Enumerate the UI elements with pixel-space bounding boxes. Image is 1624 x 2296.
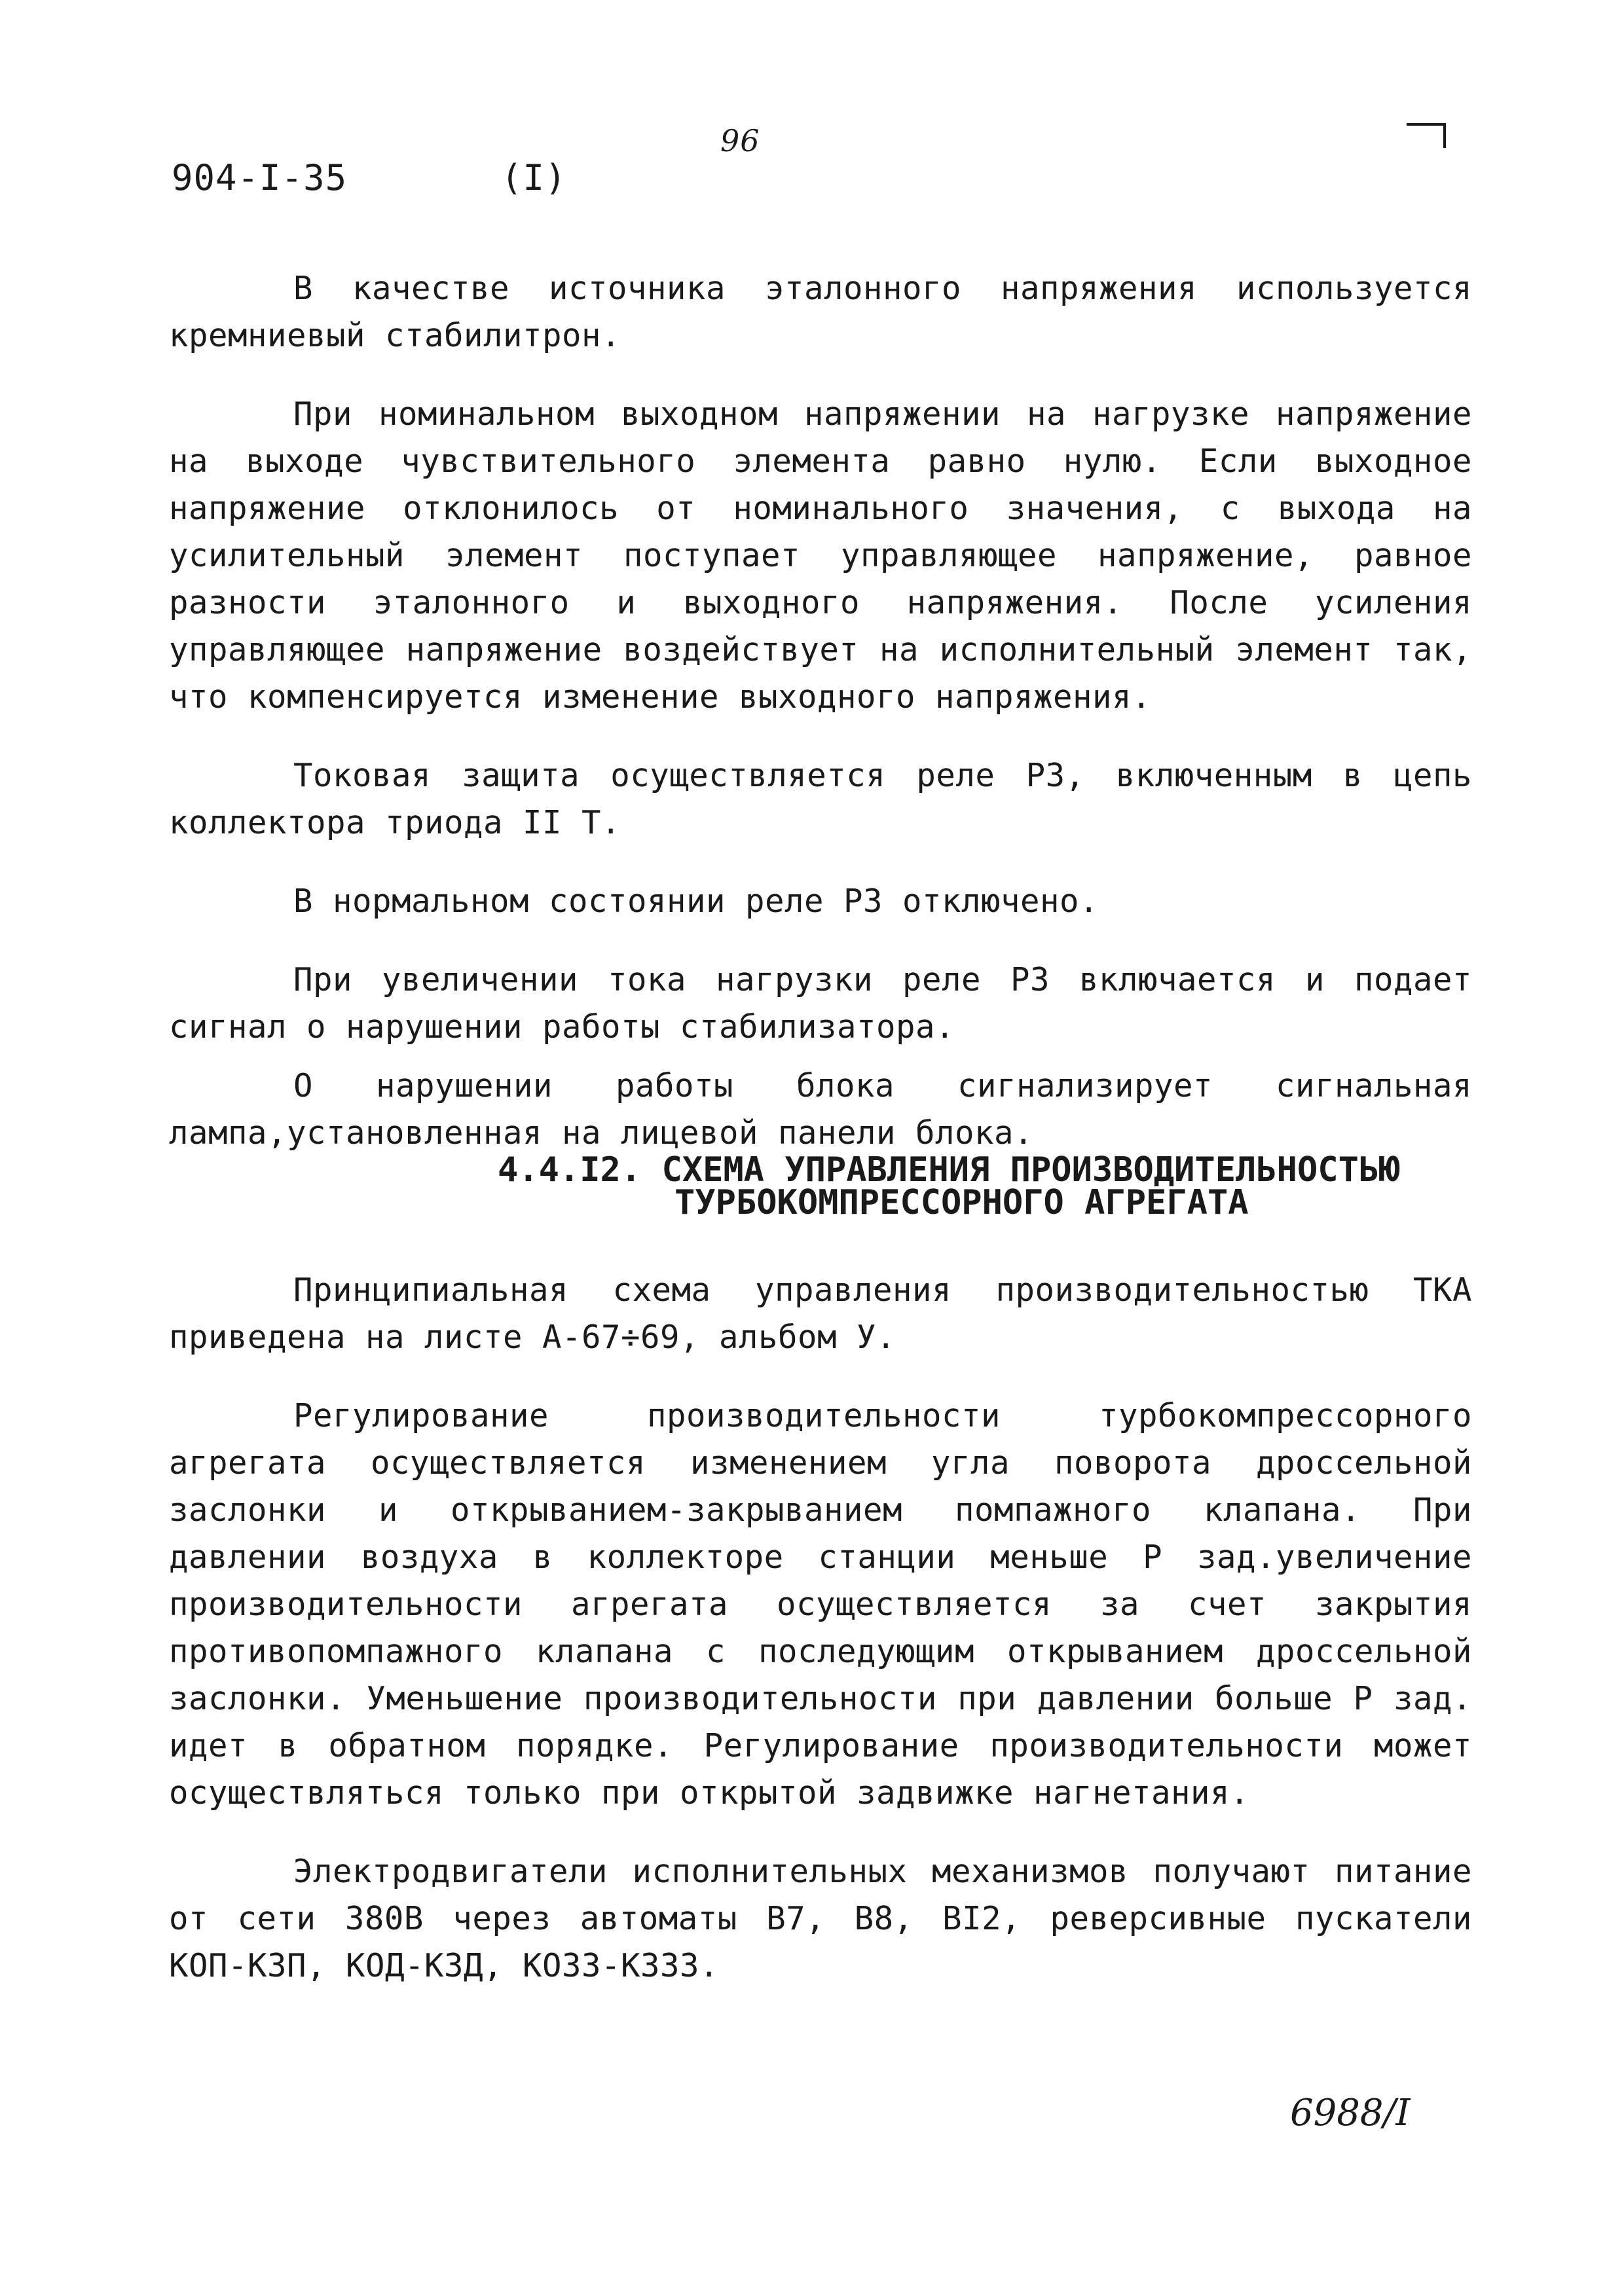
paragraph: В нормальном состоянии реле Р3 отключено. <box>293 883 1099 920</box>
paragraph: В качестве источника эталонного напряжения используется кремниевый стабилитрон. <box>169 270 1472 354</box>
section-heading <box>498 1150 1447 1222</box>
document-part: (I) <box>501 157 567 198</box>
paragraph: Электродвигатели исполнительных механизмов получают питание от сети 380В через автоматы В7, В8, ВI2, реверсивные пускатели КОП-КЗП, КОД-КЗД, КОЗЗ-КЗЗЗ. <box>169 1853 1472 1984</box>
heading-line-2: ТУРБОКОМПРЕССОРНОГО АГРЕГАТА <box>674 1183 1249 1222</box>
paragraph: При номинальном выходном напряжении на нагрузке напряжение на выходе чувствительного элемента равно нулю. Если выходное напряжение отклонилось от номинального значения, с выхода на усилительный элемент поступает управляющее напряжение, равное разности эталонного и выходного напряжения. После усиления управляющее напряжение воздействует на исполнительный элемент так, что компенсируется изменение выходного напряжения. <box>169 395 1472 716</box>
paragraph: При увеличении тока нагрузки реле Р3 включается и подает сигнал о нарушении работы стабилизатора. <box>169 961 1472 1046</box>
paragraph: Принципиальная схема управления производительностью ТКА приведена на листе А-67÷69, альбом У. <box>169 1271 1472 1356</box>
corner-mark <box>1407 123 1446 148</box>
handwritten-sheet-number: 96 <box>720 123 760 158</box>
paragraph: Токовая защита осуществляется реле Р3, включенным в цепь коллектора триода II Т. <box>169 757 1472 841</box>
paragraph: О нарушении работы блока сигнализирует сигнальная лампа,установленная на лицевой панели блока. <box>169 1067 1472 1152</box>
document-code: 904-I-35 <box>172 157 348 198</box>
page-number: 6988/I <box>1290 2092 1411 2134</box>
heading-line-1: 4.4.I2. СХЕМА УПРАВЛЕНИЯ ПРОИЗВОДИТЕЛЬНОСТЬЮ <box>498 1150 1400 1190</box>
paragraph: Регулирование производительности турбокомпрессорного агрегата осуществляется изменением угла поворота дроссельной заслонки и открыванием-закрыванием помпажного клапана. При давлении воздуха в коллекторе станции меньше Р зад.увеличение производительности агрегата осуществляется за счет закрытия противопомпажного клапана с последующим открыванием дроссельной заслонки. Уменьшение производительности при давлении больше Р зад. идет в обратном порядке. Регулирование производительности может осуществляться только при открытой задвижке нагнетания. <box>169 1397 1472 1812</box>
section-control-text <box>169 1267 1472 1990</box>
section-stabilizer-text <box>169 265 1472 1157</box>
